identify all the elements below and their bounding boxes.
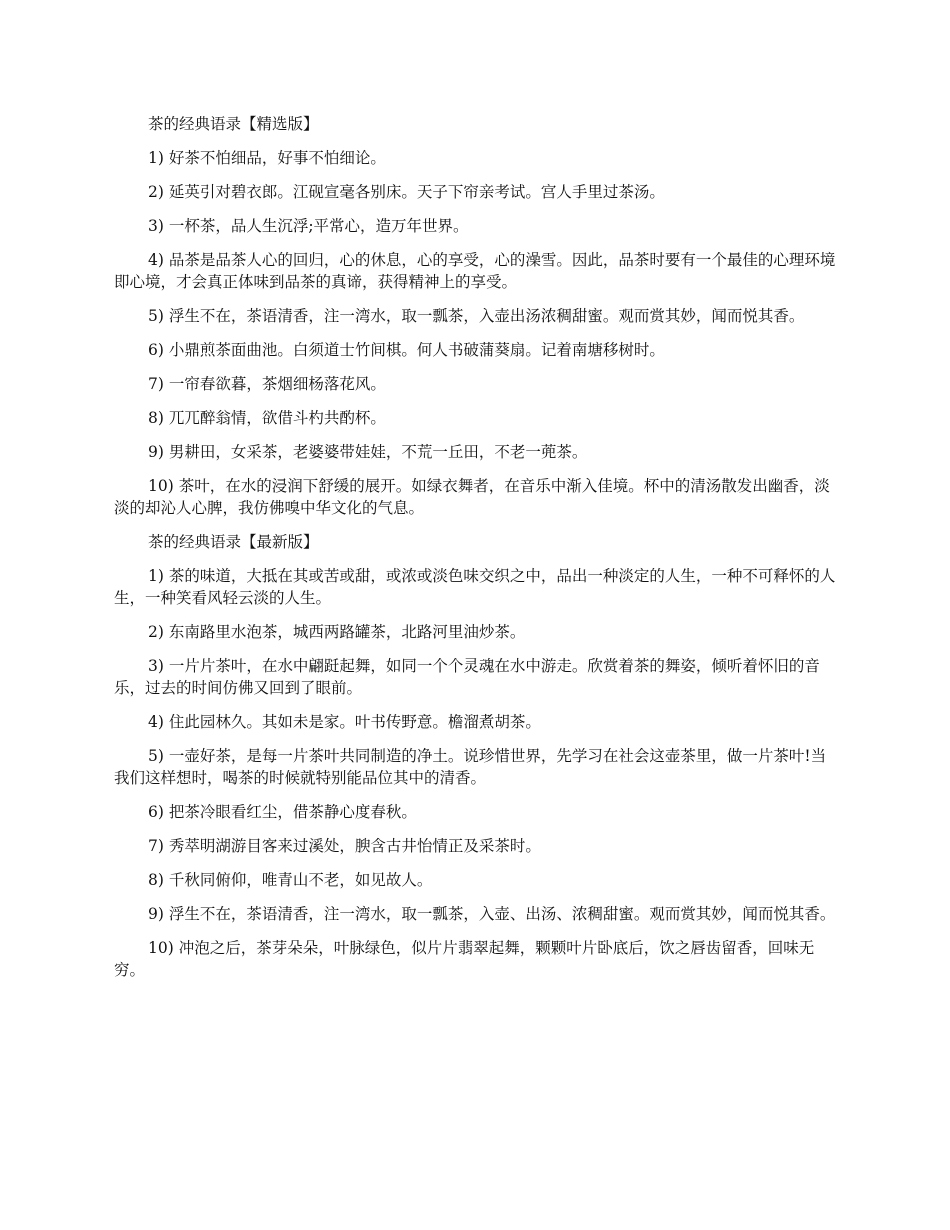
- quote-item: 10) 冲泡之后，茶芽朵朵，叶脉绿色，似片片翡翠起舞，颗颗叶片卧底后，饮之唇齿留香，回味无穷。: [114, 939, 815, 979]
- quote-item: 5) 一壶好茶，是每一片茶叶共同制造的净土。说珍惜世界，先学习在社会这壶茶里，做一片茶叶!当我们这样想时，喝茶的时候就特别能品位其中的清香。: [114, 747, 827, 787]
- quote-item: 6) 把茶冷眼看红尘，借茶静心度春秋。: [148, 803, 417, 821]
- section-title: 茶的经典语录【精选版】: [148, 115, 319, 133]
- quote-item: 1) 好茶不怕细品，好事不怕细论。: [148, 149, 386, 167]
- quote-item: 7) 秀萃明湖游目客来过溪处，腴含古井怡情正及采茶时。: [148, 837, 541, 855]
- section-latest: [114, 531, 836, 981]
- quote-item: 2) 延英引对碧衣郎。江砚宣毫各别床。天子下帘亲考试。宫人手里过茶汤。: [148, 183, 665, 201]
- quote-item: 9) 男耕田，女采茶，老婆婆带娃娃，不荒一丘田，不老一蔸茶。: [148, 443, 588, 461]
- section-selected: [114, 113, 836, 519]
- quote-item: 3) 一杯茶，品人生沉浮;平常心，造万年世界。: [148, 217, 469, 235]
- quote-item: 3) 一片片茶叶，在水中翩跹起舞，如同一个个灵魂在水中游走。欣赏着茶的舞姿，倾听着怀旧的音乐，过去的时间仿佛又回到了眼前。: [114, 657, 820, 697]
- document-body: [114, 113, 836, 993]
- quote-item: 10) 茶叶，在水的浸润下舒缓的展开。如绿衣舞者，在音乐中渐入佳境。杯中的清汤散发出幽香，淡淡的却沁人心脾，我仿佛嗅中华文化的气息。: [114, 477, 830, 517]
- quote-item: 6) 小鼎煎茶面曲池。白须道士竹间棋。何人书破蒲葵扇。记着南塘移树时。: [148, 341, 665, 359]
- section-title: 茶的经典语录【最新版】: [148, 533, 319, 551]
- quote-item: 4) 品茶是品茶人心的回归，心的休息，心的享受，心的澡雪。因此，品茶时要有一个最佳的心理环境即心境，才会真正体味到品茶的真谛，获得精神上的享受。: [114, 251, 836, 291]
- quote-item: 5) 浮生不在，茶语清香，注一湾水，取一瓢茶，入壶出汤浓稠甜蜜。观而赏其妙，闻而悦其香。: [148, 307, 805, 325]
- quote-item: 7) 一帘春欲暮，茶烟细杨落花风。: [148, 375, 386, 393]
- quote-item: 8) 千秋同俯仰，唯青山不老，如见故人。: [148, 871, 433, 889]
- quote-item: 8) 兀兀醉翁情，欲借斗杓共酌杯。: [148, 409, 386, 427]
- quote-item: 9) 浮生不在，茶语清香，注一湾水，取一瓢茶，入壶、出汤、浓稠甜蜜。观而赏其妙，闻而悦其香。: [148, 905, 836, 923]
- quote-item: 4) 住此园林久。其如未是家。叶书传野意。檐溜煮胡茶。: [148, 713, 541, 731]
- quote-item: 1) 茶的味道，大抵在其或苦或甜，或浓或淡色味交织之中，品出一种淡定的人生，一种不可释怀的人生，一种笑看风轻云淡的人生。: [114, 567, 836, 607]
- quote-item: 2) 东南路里水泡茶，城西两路罐茶，北路河里油炒茶。: [148, 623, 526, 641]
